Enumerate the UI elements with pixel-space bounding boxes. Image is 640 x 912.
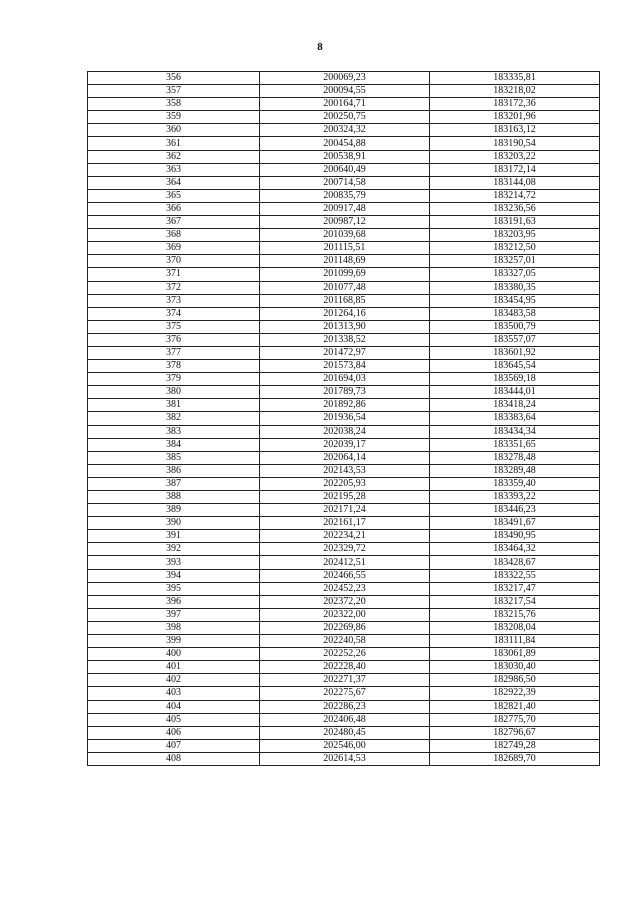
x-coordinate-cell: 202161,17 [260,517,430,530]
point-number-cell: 369 [88,242,260,255]
y-coordinate-cell: 182922,39 [430,687,600,700]
y-coordinate-cell: 183428,67 [430,556,600,569]
point-number-cell: 397 [88,608,260,621]
y-coordinate-cell: 182689,70 [430,752,600,765]
x-coordinate-cell: 202412,51 [260,556,430,569]
coordinates-table-body [88,72,600,766]
y-coordinate-cell: 183215,76 [430,608,600,621]
x-coordinate-cell: 201148,69 [260,255,430,268]
y-coordinate-cell: 183569,18 [430,373,600,386]
table-row [88,216,600,229]
y-coordinate-cell: 183061,89 [430,648,600,661]
table-row [88,98,600,111]
y-coordinate-cell: 183454,95 [430,294,600,307]
x-coordinate-cell: 202614,53 [260,752,430,765]
point-number-cell: 362 [88,150,260,163]
point-number-cell: 400 [88,648,260,661]
x-coordinate-cell: 200164,71 [260,98,430,111]
y-coordinate-cell: 183322,55 [430,569,600,582]
y-coordinate-cell: 183444,01 [430,386,600,399]
x-coordinate-cell: 202329,72 [260,543,430,556]
table-row [88,739,600,752]
table-row [88,621,600,634]
x-coordinate-cell: 201264,16 [260,307,430,320]
y-coordinate-cell: 183490,95 [430,530,600,543]
y-coordinate-cell: 183393,22 [430,491,600,504]
x-coordinate-cell: 200835,79 [260,189,430,202]
table-row [88,464,600,477]
point-number-cell: 395 [88,582,260,595]
point-number-cell: 359 [88,111,260,124]
table-row [88,543,600,556]
x-coordinate-cell: 200454,88 [260,137,430,150]
y-coordinate-cell: 183217,47 [430,582,600,595]
x-coordinate-cell: 202406,48 [260,713,430,726]
point-number-cell: 363 [88,163,260,176]
x-coordinate-cell: 202171,24 [260,504,430,517]
point-number-cell: 396 [88,595,260,608]
x-coordinate-cell: 202286,23 [260,700,430,713]
table-row [88,648,600,661]
y-coordinate-cell: 182821,40 [430,700,600,713]
point-number-cell: 365 [88,189,260,202]
table-row [88,124,600,137]
point-number-cell: 404 [88,700,260,713]
point-number-cell: 384 [88,438,260,451]
y-coordinate-cell: 183645,54 [430,360,600,373]
point-number-cell: 376 [88,333,260,346]
x-coordinate-cell: 202480,45 [260,726,430,739]
y-coordinate-cell: 183236,56 [430,202,600,215]
y-coordinate-cell: 183464,32 [430,543,600,556]
x-coordinate-cell: 201936,54 [260,412,430,425]
x-coordinate-cell: 200250,75 [260,111,430,124]
y-coordinate-cell: 183191,63 [430,216,600,229]
x-coordinate-cell: 201573,84 [260,360,430,373]
table-row [88,451,600,464]
point-number-cell: 356 [88,72,260,85]
y-coordinate-cell: 183446,23 [430,504,600,517]
table-row [88,72,600,85]
y-coordinate-cell: 183335,81 [430,72,600,85]
table-row [88,713,600,726]
x-coordinate-cell: 200538,91 [260,150,430,163]
x-coordinate-cell: 202064,14 [260,451,430,464]
y-coordinate-cell: 183218,02 [430,85,600,98]
table-row [88,176,600,189]
table-row [88,752,600,765]
x-coordinate-cell: 200094,55 [260,85,430,98]
table-row [88,320,600,333]
y-coordinate-cell: 183383,64 [430,412,600,425]
y-coordinate-cell: 183203,22 [430,150,600,163]
y-coordinate-cell: 183380,35 [430,281,600,294]
table-row [88,530,600,543]
point-number-cell: 383 [88,425,260,438]
x-coordinate-cell: 202275,67 [260,687,430,700]
y-coordinate-cell: 183144,08 [430,176,600,189]
table-row [88,582,600,595]
table-row [88,386,600,399]
point-number-cell: 372 [88,281,260,294]
y-coordinate-cell: 183190,54 [430,137,600,150]
x-coordinate-cell: 202546,00 [260,739,430,752]
page-number: 8 [317,41,323,53]
x-coordinate-cell: 201039,68 [260,229,430,242]
y-coordinate-cell: 183208,04 [430,621,600,634]
table-row [88,189,600,202]
table-row [88,229,600,242]
point-number-cell: 386 [88,464,260,477]
x-coordinate-cell: 202269,86 [260,621,430,634]
x-coordinate-cell: 202228,40 [260,661,430,674]
coordinates-table [87,71,600,766]
table-row [88,137,600,150]
x-coordinate-cell: 201789,73 [260,386,430,399]
y-coordinate-cell: 183214,72 [430,189,600,202]
point-number-cell: 385 [88,451,260,464]
x-coordinate-cell: 200987,12 [260,216,430,229]
y-coordinate-cell: 182775,70 [430,713,600,726]
point-number-cell: 399 [88,635,260,648]
point-number-cell: 402 [88,674,260,687]
table-row [88,438,600,451]
table-row [88,202,600,215]
x-coordinate-cell: 201892,86 [260,399,430,412]
table-row [88,294,600,307]
table-row [88,504,600,517]
x-coordinate-cell: 202205,93 [260,477,430,490]
point-number-cell: 387 [88,477,260,490]
table-row [88,150,600,163]
x-coordinate-cell: 202322,00 [260,608,430,621]
table-row [88,687,600,700]
y-coordinate-cell: 183257,01 [430,255,600,268]
y-coordinate-cell: 183172,14 [430,163,600,176]
x-coordinate-cell: 201694,03 [260,373,430,386]
x-coordinate-cell: 201338,52 [260,333,430,346]
point-number-cell: 401 [88,661,260,674]
table-row [88,307,600,320]
point-number-cell: 360 [88,124,260,137]
x-coordinate-cell: 202372,20 [260,595,430,608]
table-row [88,608,600,621]
table-row [88,412,600,425]
table-row [88,360,600,373]
point-number-cell: 358 [88,98,260,111]
point-number-cell: 407 [88,739,260,752]
table-row [88,661,600,674]
y-coordinate-cell: 183111,84 [430,635,600,648]
point-number-cell: 374 [88,307,260,320]
x-coordinate-cell: 202271,37 [260,674,430,687]
point-number-cell: 390 [88,517,260,530]
point-number-cell: 373 [88,294,260,307]
point-number-cell: 357 [88,85,260,98]
table-row [88,477,600,490]
x-coordinate-cell: 201472,97 [260,346,430,359]
table-row [88,346,600,359]
point-number-cell: 403 [88,687,260,700]
point-number-cell: 361 [88,137,260,150]
table-row [88,399,600,412]
table-row [88,556,600,569]
y-coordinate-cell: 183203,95 [430,229,600,242]
x-coordinate-cell: 201115,51 [260,242,430,255]
point-number-cell: 366 [88,202,260,215]
y-coordinate-cell: 183172,36 [430,98,600,111]
x-coordinate-cell: 201077,48 [260,281,430,294]
y-coordinate-cell: 183289,48 [430,464,600,477]
x-coordinate-cell: 200640,49 [260,163,430,176]
table-row [88,700,600,713]
point-number-cell: 381 [88,399,260,412]
y-coordinate-cell: 183557,07 [430,333,600,346]
y-coordinate-cell: 183500,79 [430,320,600,333]
x-coordinate-cell: 200324,32 [260,124,430,137]
point-number-cell: 378 [88,360,260,373]
table-row [88,85,600,98]
y-coordinate-cell: 183601,92 [430,346,600,359]
point-number-cell: 368 [88,229,260,242]
y-coordinate-cell: 183327,05 [430,268,600,281]
table-row [88,726,600,739]
table-row [88,595,600,608]
x-coordinate-cell: 202252,26 [260,648,430,661]
y-coordinate-cell: 183278,48 [430,451,600,464]
point-number-cell: 379 [88,373,260,386]
x-coordinate-cell: 202452,23 [260,582,430,595]
table-row [88,517,600,530]
point-number-cell: 406 [88,726,260,739]
y-coordinate-cell: 183030,40 [430,661,600,674]
point-number-cell: 392 [88,543,260,556]
point-number-cell: 367 [88,216,260,229]
x-coordinate-cell: 202240,58 [260,635,430,648]
x-coordinate-cell: 202234,21 [260,530,430,543]
table-row [88,111,600,124]
table-row [88,163,600,176]
point-number-cell: 377 [88,346,260,359]
point-number-cell: 405 [88,713,260,726]
point-number-cell: 393 [88,556,260,569]
point-number-cell: 364 [88,176,260,189]
table-row [88,425,600,438]
table-row [88,674,600,687]
x-coordinate-cell: 201313,90 [260,320,430,333]
table-row [88,635,600,648]
point-number-cell: 370 [88,255,260,268]
x-coordinate-cell: 200714,58 [260,176,430,189]
x-coordinate-cell: 201099,69 [260,268,430,281]
y-coordinate-cell: 183434,34 [430,425,600,438]
point-number-cell: 398 [88,621,260,634]
table-row [88,569,600,582]
point-number-cell: 389 [88,504,260,517]
point-number-cell: 382 [88,412,260,425]
point-number-cell: 380 [88,386,260,399]
point-number-cell: 375 [88,320,260,333]
point-number-cell: 388 [88,491,260,504]
point-number-cell: 394 [88,569,260,582]
table-row [88,373,600,386]
y-coordinate-cell: 183163,12 [430,124,600,137]
point-number-cell: 408 [88,752,260,765]
y-coordinate-cell: 182796,67 [430,726,600,739]
y-coordinate-cell: 183217,54 [430,595,600,608]
y-coordinate-cell: 183212,50 [430,242,600,255]
x-coordinate-cell: 202466,55 [260,569,430,582]
table-row [88,491,600,504]
table-row [88,242,600,255]
y-coordinate-cell: 182986,50 [430,674,600,687]
y-coordinate-cell: 182749,28 [430,739,600,752]
y-coordinate-cell: 183491,67 [430,517,600,530]
x-coordinate-cell: 200069,23 [260,72,430,85]
y-coordinate-cell: 183418,24 [430,399,600,412]
x-coordinate-cell: 202038,24 [260,425,430,438]
table-row [88,255,600,268]
x-coordinate-cell: 202195,28 [260,491,430,504]
y-coordinate-cell: 183483,58 [430,307,600,320]
table-row [88,281,600,294]
x-coordinate-cell: 202143,53 [260,464,430,477]
y-coordinate-cell: 183359,40 [430,477,600,490]
x-coordinate-cell: 202039,17 [260,438,430,451]
y-coordinate-cell: 183201,96 [430,111,600,124]
point-number-cell: 391 [88,530,260,543]
x-coordinate-cell: 201168,85 [260,294,430,307]
table-row [88,268,600,281]
point-number-cell: 371 [88,268,260,281]
x-coordinate-cell: 200917,48 [260,202,430,215]
table-row [88,333,600,346]
y-coordinate-cell: 183351,65 [430,438,600,451]
